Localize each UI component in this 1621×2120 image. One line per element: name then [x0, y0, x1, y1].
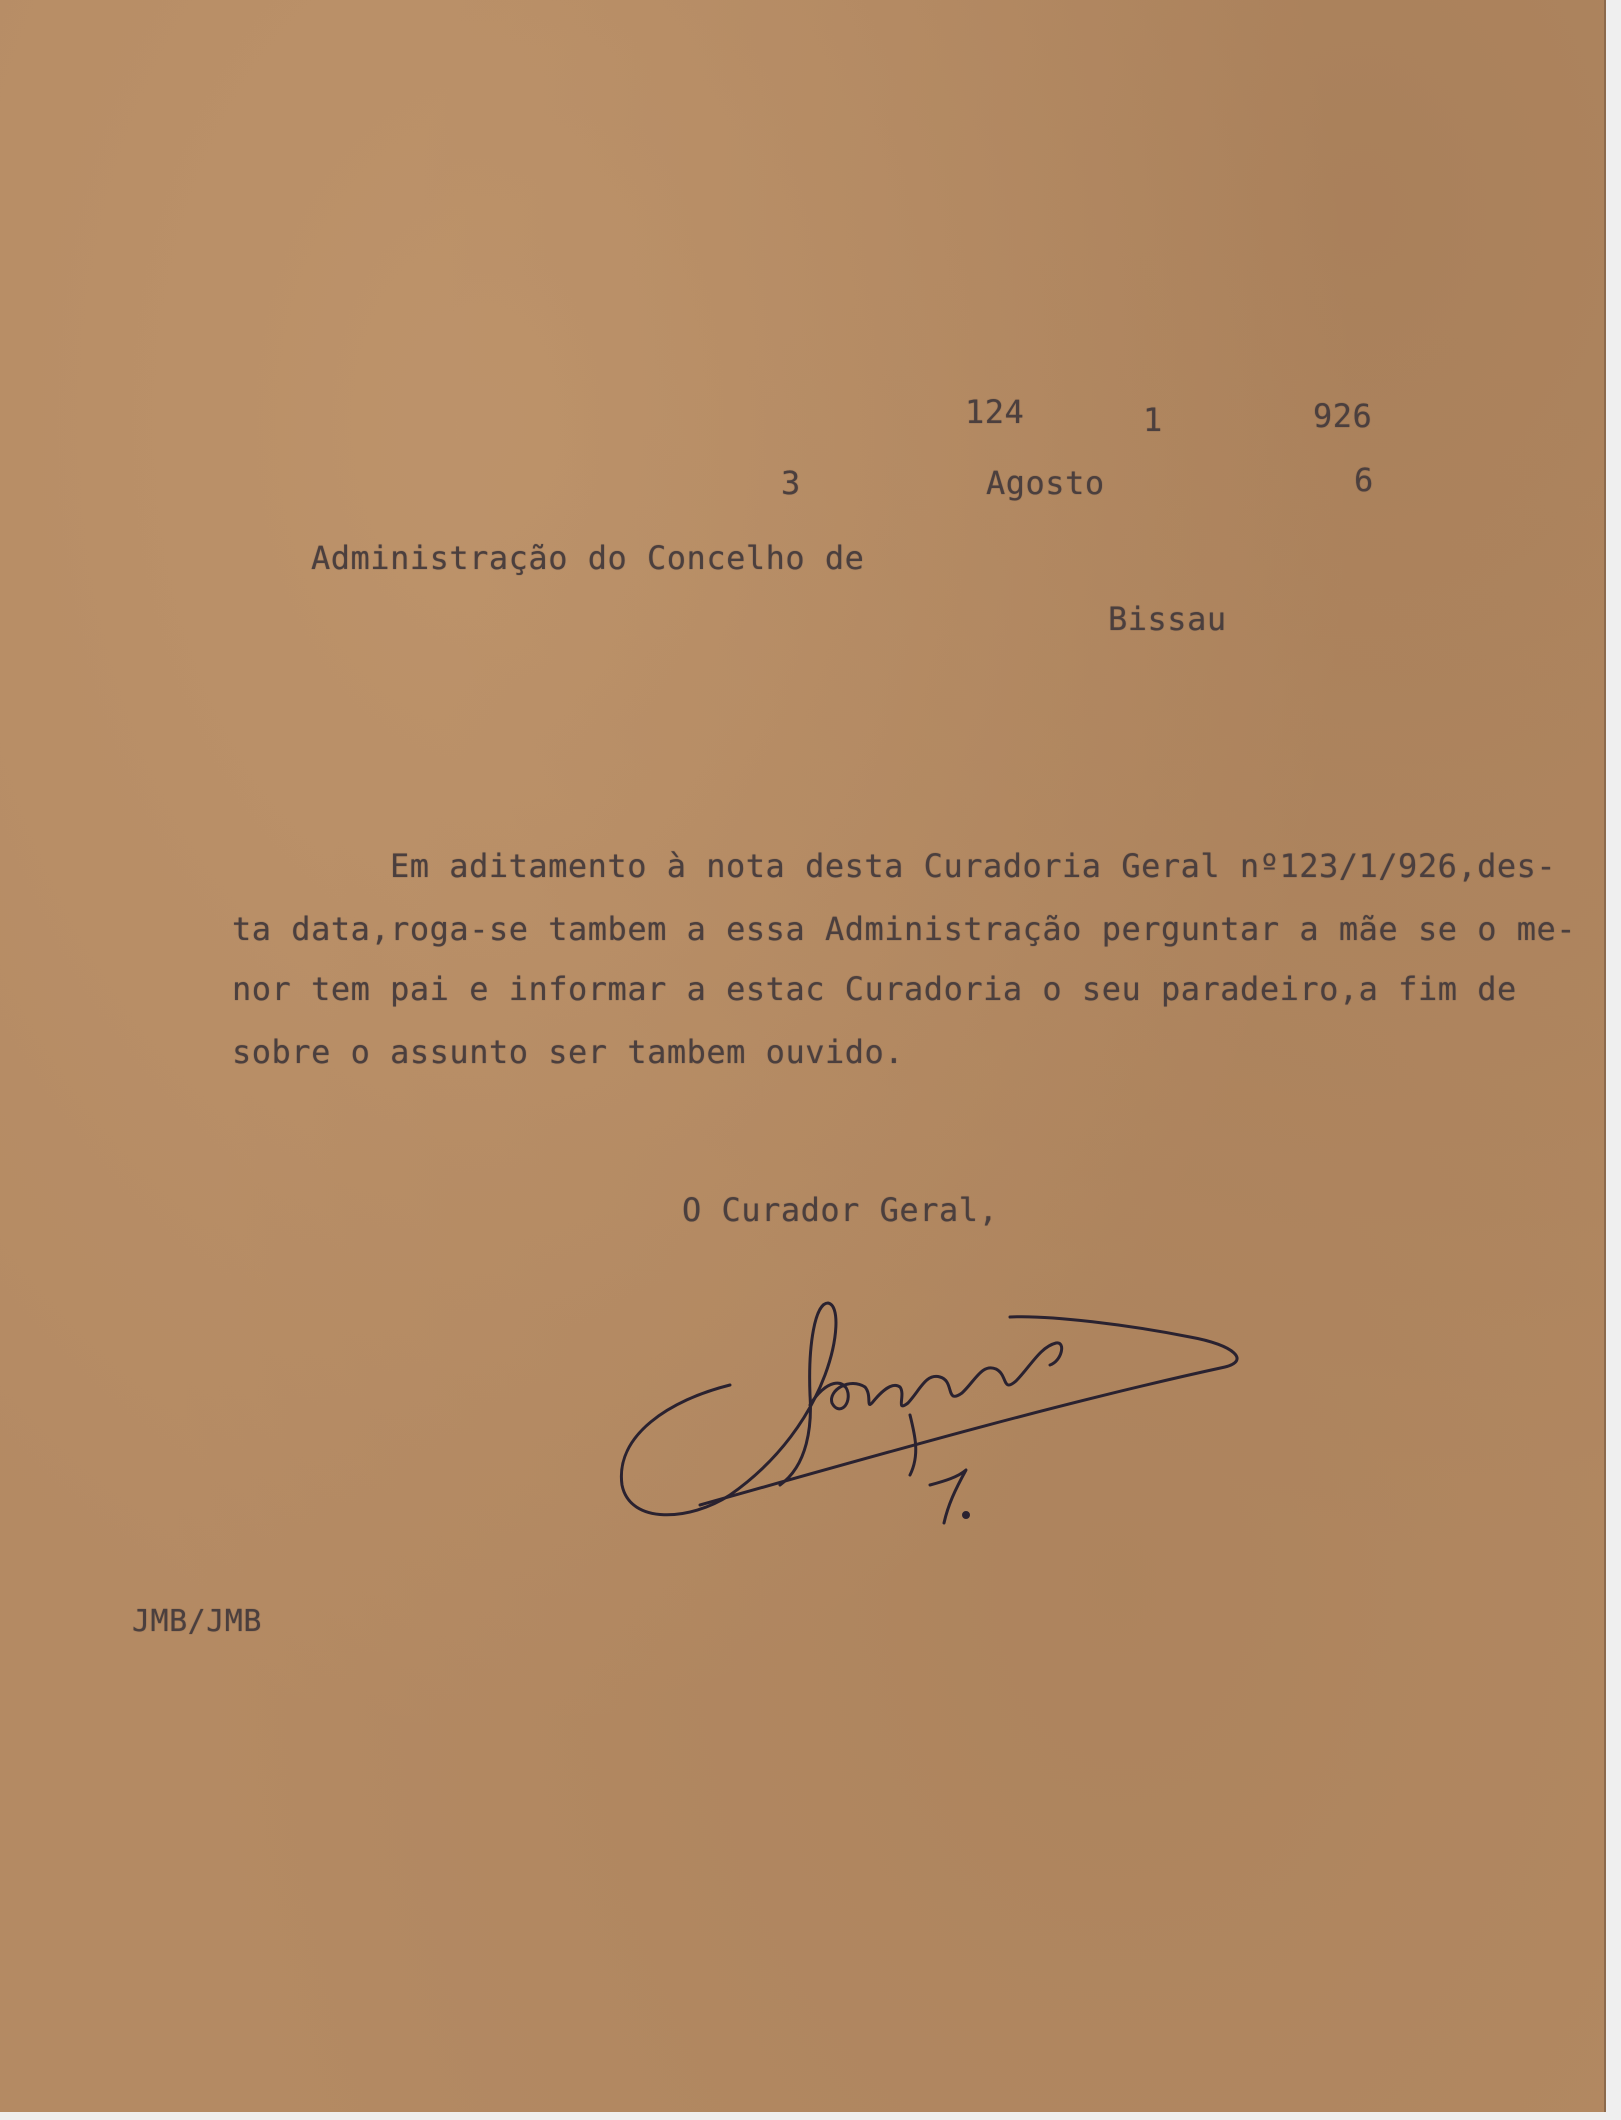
addressee-line-1: Administração do Concelho de	[311, 539, 865, 577]
date-day: 3	[781, 464, 801, 502]
date-year-digit: 6	[1354, 461, 1374, 499]
signature-drawing	[610, 1285, 1250, 1545]
body-line: ta data,roga-se tambem a essa Administração perguntar a mãe se o me-	[232, 910, 1577, 948]
closing-title: O Curador Geral,	[682, 1191, 999, 1229]
reference-year: 926	[1313, 397, 1373, 435]
handwritten-signature	[610, 1285, 1250, 1545]
reference-sequence: 1	[1143, 401, 1163, 439]
date-month: Agosto	[986, 464, 1105, 502]
body-line: sobre o assunto ser tambem ouvido.	[232, 1033, 905, 1071]
body-line: Em aditamento à nota desta Curadoria Geral nº123/1/926,des-	[390, 847, 1557, 885]
body-line: nor tem pai e informar a estac Curadoria o seu paradeiro,a fim de	[232, 970, 1517, 1008]
addressee-line-2: Bissau	[1108, 600, 1227, 638]
reference-number: 124	[965, 393, 1025, 431]
typist-initials: JMB/JMB	[132, 1604, 262, 1639]
